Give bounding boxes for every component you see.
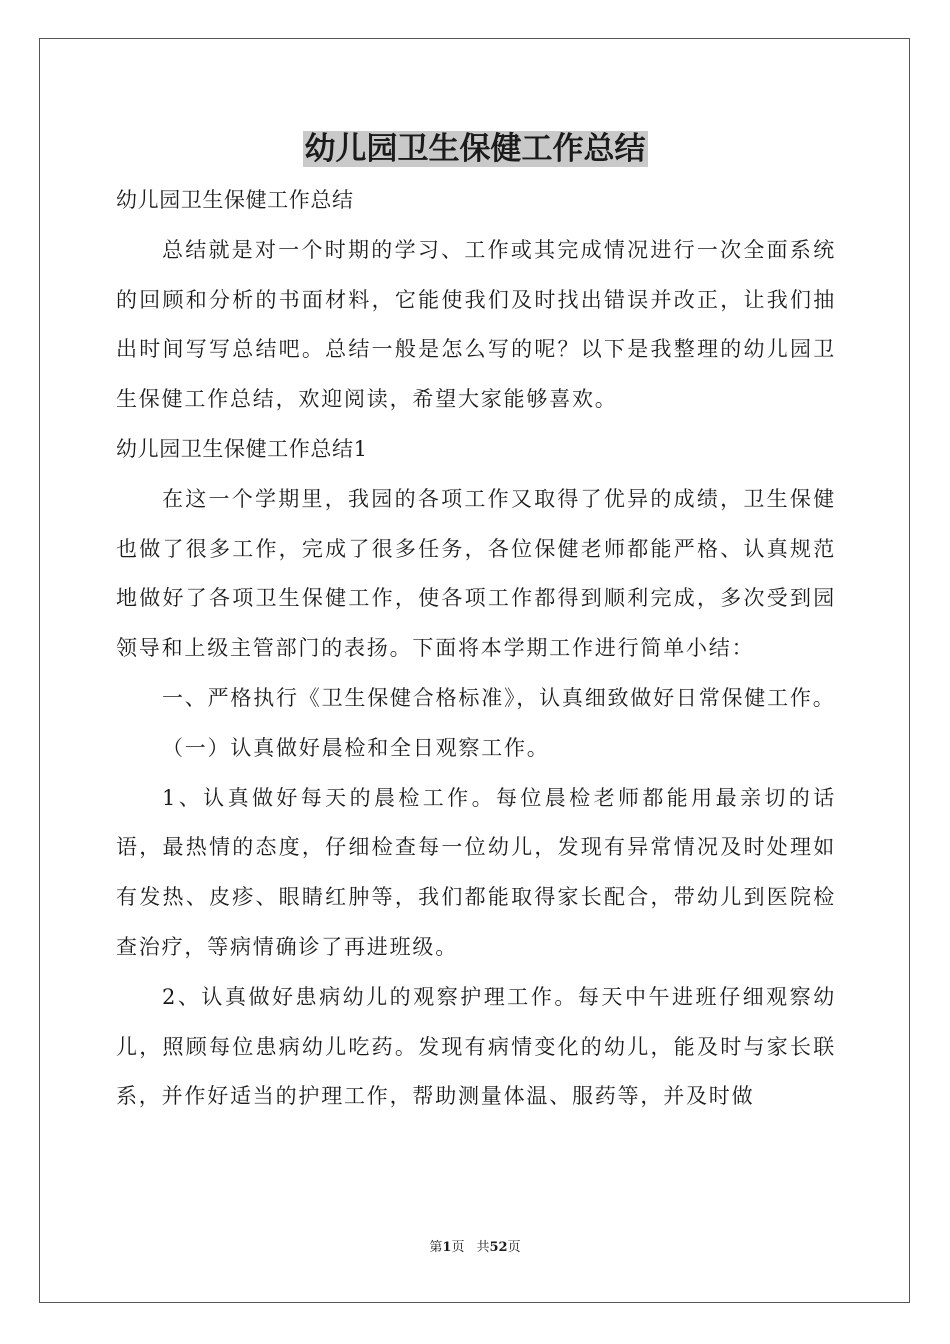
paragraph-heading: 幼儿园卫生保健工作总结 [116,188,354,212]
paragraph-item-1: 1、认真做好每天的晨检工作。每位晨检老师都能用最亲切的话语，最热情的态度，仔细检查每一位幼儿，发现有异常情况及时处理如有发热、皮疹、眼睛红肿等，我们都能取得家长配合，带幼儿到医院检查治疗，等病情确诊了再进班级。 [116,785,836,959]
page-prefix: 第 [429,1240,443,1255]
document-title [0,126,950,172]
document-body [116,176,836,1122]
page-number: 1 [442,1240,452,1255]
paragraph-subitem-heading: （一）认真做好晨检和全日观察工作。 [162,735,550,760]
document-title-text: 幼儿园卫生保健工作总结 [304,131,646,167]
page-footer [0,1238,950,1258]
paragraph-item-2: 2、认真做好患病幼儿的观察护理工作。每天中午进班仔细观察幼儿，照顾每位患病幼儿吃药。发现有病情变化的幼儿，能及时与家长联系，并作好适当的护理工作，帮助测量体温、服药等，并及时做 [116,984,836,1109]
paragraph-body: 在这一个学期里，我园的各项工作又取得了优异的成绩，卫生保健也做了很多工作，完成了很多任务，各位保健老师都能严格、认真规范地做好了各项卫生保健工作，使各项工作都得到顺利完成，多次受到园领导和上级主管部门的表扬。下面将本学期工作进行简单小结： [116,486,836,661]
total-suffix: 页 [507,1240,521,1255]
total-pages: 52 [489,1240,508,1255]
paragraph-section-title: 幼儿园卫生保健工作总结1 [116,436,368,461]
page-suffix: 页 [451,1240,465,1255]
total-prefix: 共 [476,1240,490,1255]
paragraph-item-heading: 一、严格执行《卫生保健合格标准》，认真细致做好日常保健工作。 [162,685,836,710]
paragraph-intro: 总结就是对一个时期的学习、工作或其完成情况进行一次全面系统的回顾和分析的书面材料，它能使我们及时找出错误并改正，让我们抽出时间写写总结吧。总结一般是怎么写的呢？以下是我整理的幼儿园卫生保健工作总结，欢迎阅读，希望大家能够喜欢。 [116,237,836,412]
